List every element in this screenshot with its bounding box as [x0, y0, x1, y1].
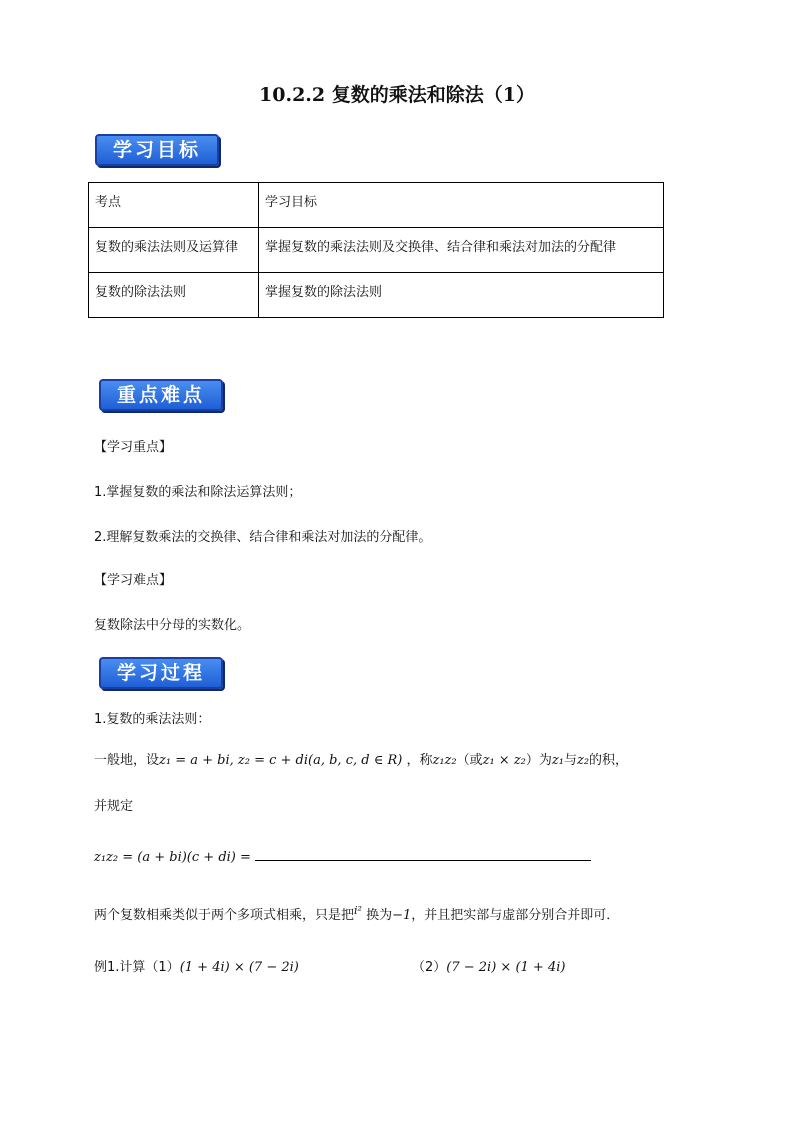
rule-text: 换为 — [366, 908, 393, 923]
table-row — [89, 273, 664, 318]
process-item-1: 1.复数的乘法法则： — [94, 712, 211, 727]
page-title: 10.2.2 复数的乘法和除法（1） — [259, 84, 535, 106]
z2-math: z₂ — [576, 753, 590, 768]
definition-line — [94, 749, 628, 768]
product-math: z₁z₂ — [432, 753, 457, 768]
example-2-math: (7 − 2i) × (1 + 4i) — [446, 960, 566, 975]
difficulty-heading: 【学习难点】 — [94, 573, 173, 588]
table-header-cell: 学习目标 — [259, 183, 664, 228]
goals-table — [88, 182, 664, 318]
example-2 — [412, 956, 565, 975]
difficulty-text: 复数除法中分母的实数化。 — [94, 618, 251, 633]
table-cell: 复数的除法法则 — [89, 273, 259, 318]
section-badge-key: 重点难点 — [99, 379, 223, 411]
focus-item: 2.理解复数乘法的交换律、结合律和乘法对加法的分配律。 — [94, 530, 432, 545]
definition-math: z₁ = a + bi, z₂ = c + di(a, b, c, d ∈ R) — [159, 753, 403, 768]
definition-text: ，称 — [406, 753, 433, 768]
example-line — [94, 956, 299, 975]
product-alt-math: z₁ × z₂ — [482, 753, 526, 768]
rule-text: 两个复数相乘类似于两个多项式相乘，只是把 — [94, 908, 355, 923]
definition-text: （或 — [456, 753, 483, 768]
focus-item: 1.掌握复数的乘法和除法运算法则； — [94, 485, 302, 500]
definition-text: 一般地，设 — [94, 753, 160, 768]
table-cell: 掌握复数的除法法则 — [259, 273, 664, 318]
definition-text: ）为 — [525, 753, 552, 768]
table-cell: 掌握复数的乘法法则及交换律、结合律和乘法对加法的分配律 — [259, 228, 664, 273]
example-label: 例1.计算（1） — [94, 960, 180, 975]
section-badge-process: 学习过程 — [99, 657, 223, 689]
stipulate-text: 并规定 — [94, 799, 134, 814]
table-row — [89, 228, 664, 273]
i-squared-math: i² — [354, 904, 362, 917]
rule-text: ，并且把实部与虚部分别合并即可． — [411, 908, 620, 923]
minus-one-math: −1 — [392, 908, 412, 923]
table-cell: 复数的乘法法则及运算律 — [89, 228, 259, 273]
section-badge-goals: 学习目标 — [95, 134, 219, 166]
answer-blank[interactable] — [255, 846, 591, 861]
example-label: （2） — [412, 960, 447, 975]
formula-math: z₁z₂ = (a + bi)(c + di) = — [94, 850, 251, 865]
z1-math: z₁ — [551, 753, 564, 768]
definition-text: 与 — [563, 753, 577, 768]
rule-line — [94, 904, 619, 923]
table-row — [89, 183, 664, 228]
example-1-math: (1 + 4i) × (7 − 2i) — [179, 960, 299, 975]
formula-line — [94, 846, 591, 865]
focus-heading: 【学习重点】 — [94, 440, 173, 455]
table-header-cell: 考点 — [89, 183, 259, 228]
definition-text: 的积， — [589, 753, 629, 768]
